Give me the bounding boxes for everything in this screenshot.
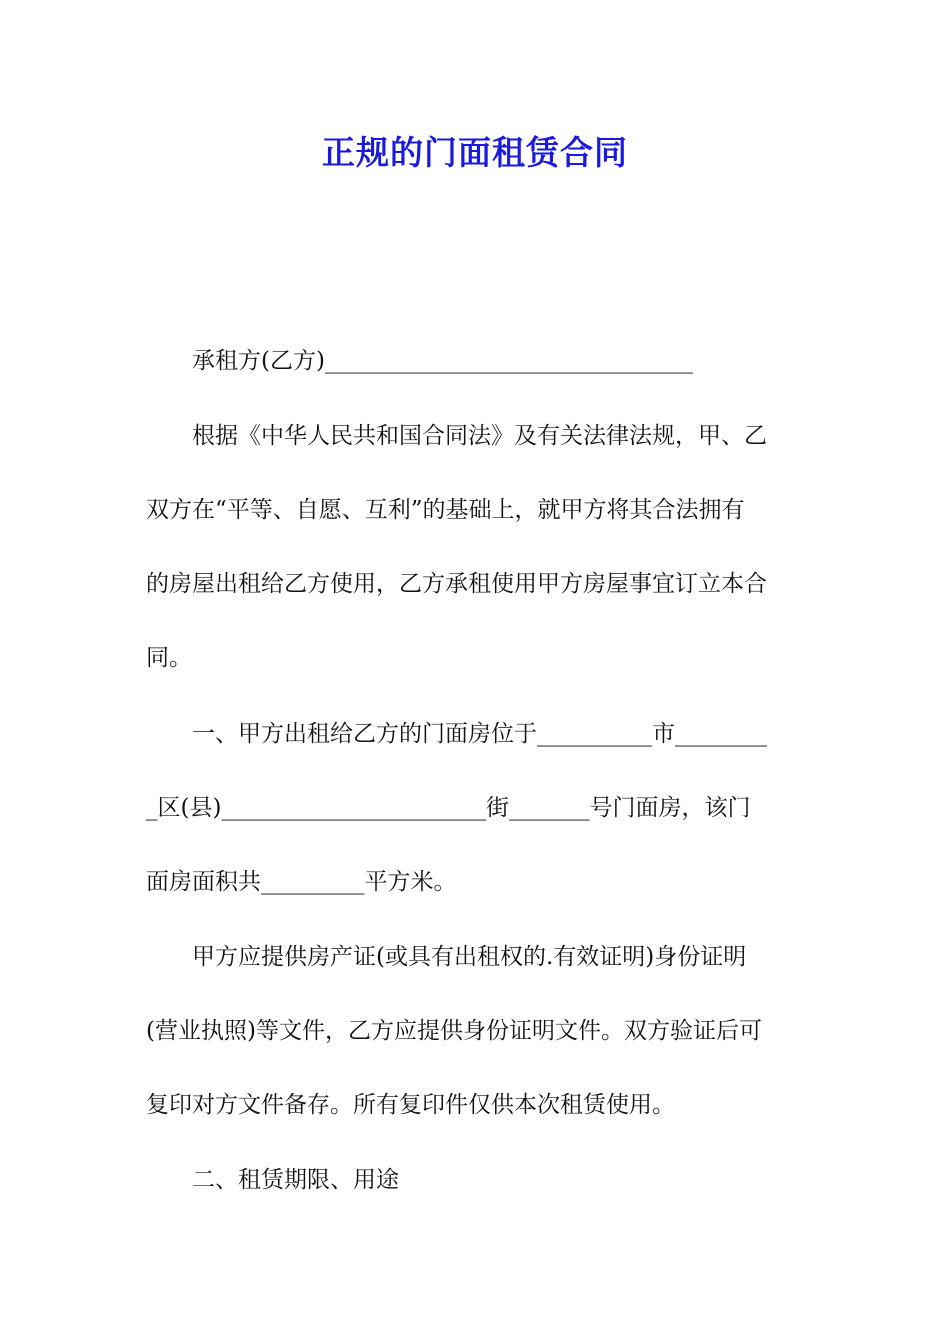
paragraph-line: 根据《中华人民共和国合同法》及有关法律法规，甲、乙 — [192, 423, 767, 449]
paragraph-line: 二、租赁期限、用途 — [192, 1167, 399, 1193]
paragraph-line: _区(县)_______________________街_______号门面房，该门 — [146, 795, 751, 821]
preamble-paragraph — [146, 399, 806, 695]
paragraph-line: 一、甲方出租给乙方的门面房位于__________市________ — [192, 721, 767, 747]
paragraph-line: 双方在“平等、自愿、互利”的基础上，就甲方将其合法拥有 — [146, 497, 745, 523]
paragraph-line: 承租方(乙方)________________________________ — [192, 348, 693, 374]
clause-1-paragraph — [146, 697, 806, 919]
tenant-paragraph — [146, 324, 806, 398]
paragraph-line: 复印对方文件备存。所有复印件仅供本次租赁使用。 — [146, 1092, 675, 1118]
clause-2-paragraph — [146, 1143, 806, 1217]
paragraph-line: 面房面积共_________平方米。 — [146, 869, 457, 895]
paragraph-line: 同。 — [146, 645, 192, 671]
paragraph-line: (营业执照)等文件，乙方应提供身份证明文件。双方验证后可 — [146, 1018, 762, 1044]
paragraph-line: 的房屋出租给乙方使用，乙方承租使用甲方房屋事宜订立本合 — [146, 571, 767, 597]
document-title: 正规的门面租赁合同 — [322, 133, 628, 172]
paragraph-line: 甲方应提供房产证(或具有出租权的.有效证明)身份证明 — [192, 944, 747, 970]
documents-paragraph — [146, 920, 806, 1142]
